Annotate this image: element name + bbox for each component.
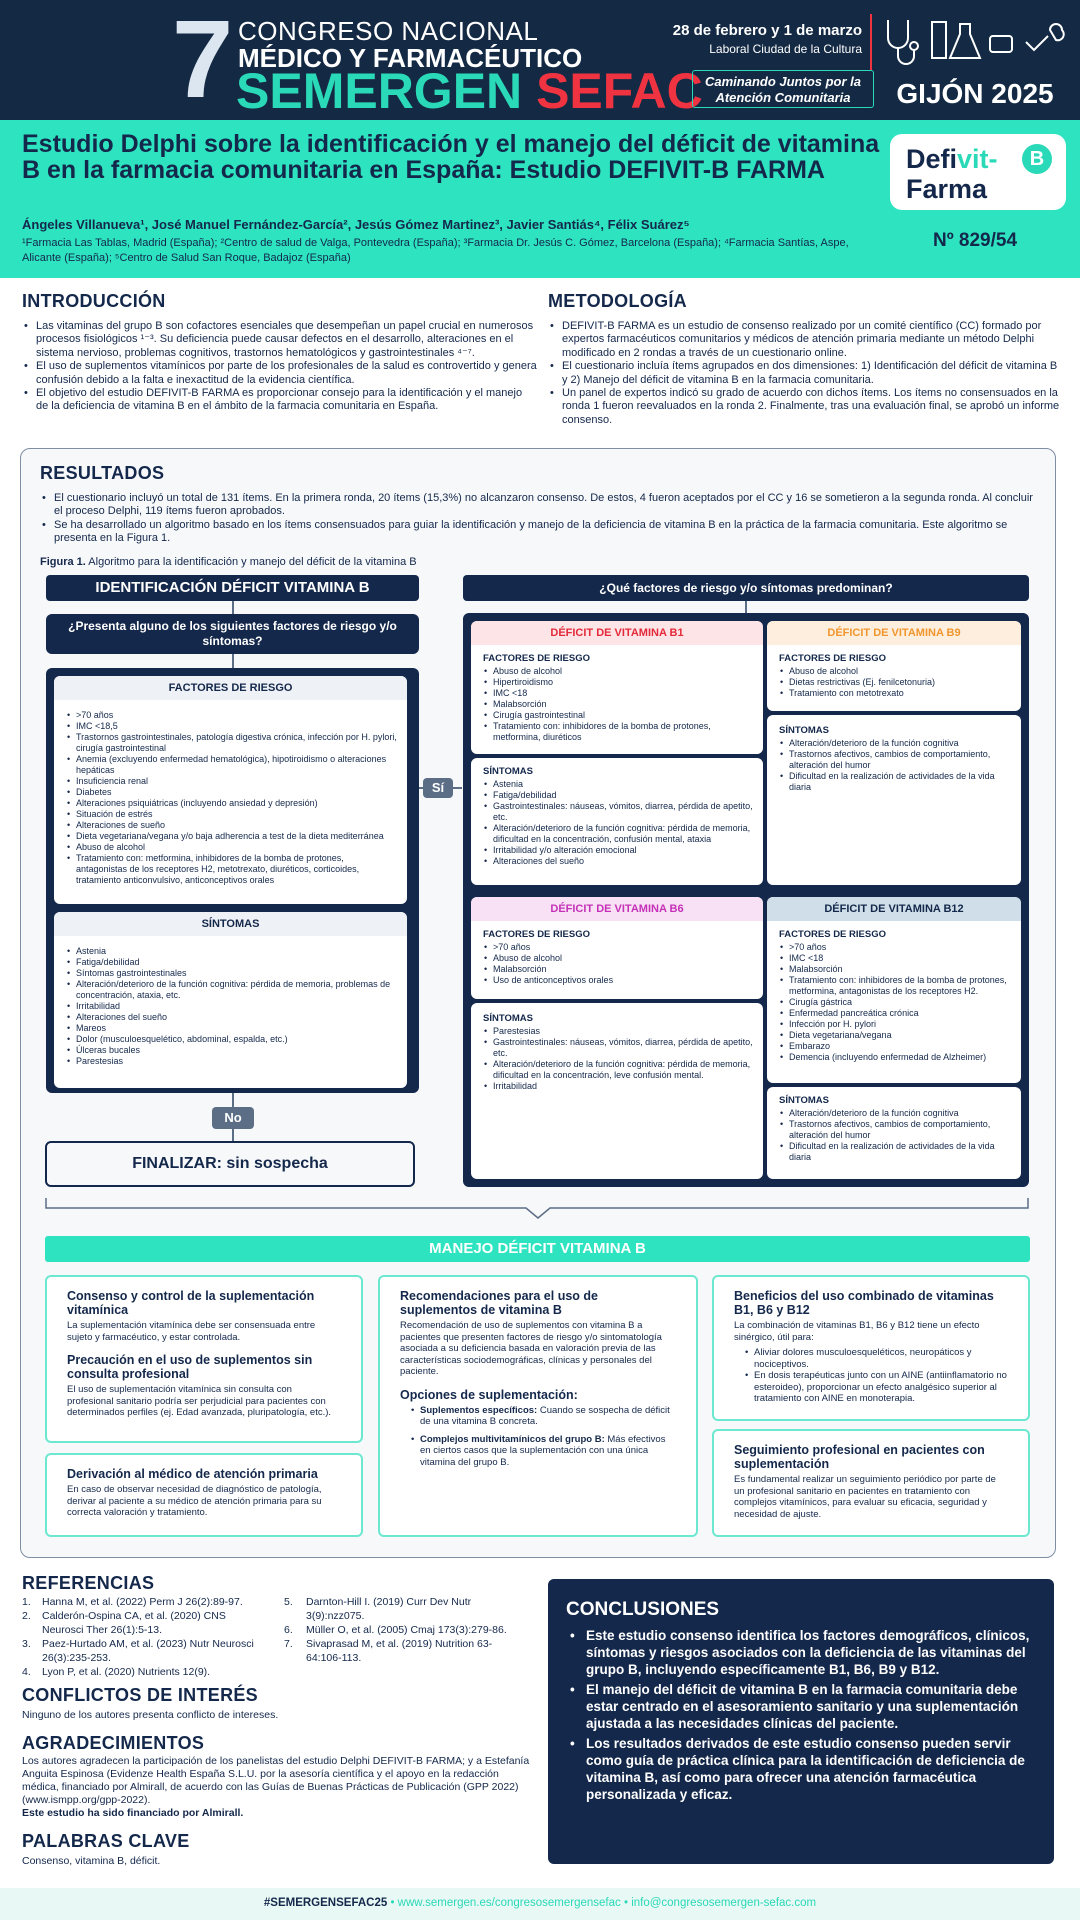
- figure-caption: Figura 1. Algoritmo para la identificación y manejo del déficit de la vitamina B: [40, 556, 417, 568]
- mgmt-card-benefits: [712, 1275, 1030, 1421]
- intro-bullet: • El uso de suplementos vitamínicos por parte de los profesionales de la salud es controvertido y genera confusión debido a la falta e inexactitud de la evidencia científica.: [22, 360, 537, 387]
- connector: [232, 1129, 234, 1141]
- benefit-item: • Aliviar dolores musculoesqueléticos, neuropáticos y nociceptivos.: [744, 1347, 1008, 1370]
- medical-icons: [880, 12, 1070, 72]
- brand-sefac: SEFAC: [536, 63, 703, 119]
- mgmt-c7-text: Es fundamental realizar un seguimiento periódico por parte de un profesional sanitario en pacientes en tratamiento con complejos vitamínicos, para evaluar su eficacia, seguridad y necesidad de ajuste.: [734, 1474, 996, 1520]
- banner-date: 28 de febrero y 1 de marzo: [672, 22, 862, 39]
- b12-risk-item: • Enfermedad pancreática crónica: [779, 1008, 1011, 1019]
- symptom-item: • Úlceras bucales: [66, 1045, 397, 1056]
- b12-symptom-item: • Dificultad en la realización de actividades de la vida diaria: [779, 1141, 1011, 1163]
- b6-risk-item: • Abuso de alcohol: [483, 953, 753, 964]
- risk-factor-item: • Insuficiencia renal: [66, 776, 397, 787]
- symptoms-list: [66, 946, 397, 1067]
- b12-risk-card: [767, 897, 1021, 1083]
- mgmt-c3-text: En caso de observar necesidad de diagnóstico de patología, derivar al paciente a su médico de atención primaria para su correcta valoración y tratamiento.: [67, 1484, 322, 1518]
- affiliations: ¹Farmacia Las Tablas, Madrid (España); ²Centro de salud de Valga, Pontevedra (España); ³Farmacia Dr. Jesús C. Gómez, Barcelona (España); ⁴Farmacia Santías, Aspe, Alicante (España); ⁵Centro de Salud San Roque, Badajoz (España): [22, 237, 849, 264]
- b1-symptom-item: • Fatiga/debilidad: [483, 790, 753, 801]
- b9-symptoms-list: [779, 738, 1011, 793]
- question-predominance: ¿Qué factores de riesgo y/o síntomas predominan?: [463, 575, 1029, 601]
- conclusion-item: • El manejo del déficit de vitamina B en la farmacia comunitaria debe estar centrado en el asesoramiento sanitario y una suplementación ajustada a las necesidades clínicas del paciente.: [566, 1681, 1044, 1732]
- stethoscope-icon: [888, 20, 908, 48]
- banner-line2: MÉDICO Y FARMACÉUTICO: [238, 43, 583, 73]
- brand-semergen: SEMERGEN: [236, 63, 523, 119]
- option-specific: • Suplementos específicos: Cuando se sospecha de déficit de una vitamina B concreta.: [410, 1405, 676, 1428]
- references-col1: [22, 1595, 262, 1679]
- b6-title: DÉFICIT DE VITAMINA B6: [471, 897, 763, 921]
- risk-factor-item: • Diabetes: [66, 787, 397, 798]
- mgmt-c1-title: Consenso y control de la suplementación vitamínica: [67, 1289, 315, 1317]
- b9-symptom-item: • Alteración/deterioro de la función cognitiva: [779, 738, 1011, 749]
- b6-risk-sub: FACTORES DE RIESGO: [483, 929, 590, 940]
- mgmt-card-consensus: [45, 1275, 363, 1443]
- b6-risk-item: • Uso de anticonceptivos orales: [483, 975, 753, 986]
- banner-tagline: Caminando Juntos por la Atención Comunitaria: [692, 70, 874, 108]
- mgmt-c7-title: Seguimiento profesional en pacientes con suplementación: [734, 1443, 985, 1471]
- footer-url[interactable]: www.semergen.es/congresosemergensefac: [397, 1897, 621, 1909]
- b12-risk-sub: FACTORES DE RIESGO: [779, 929, 886, 940]
- b1-symptom-item: • Irritabilidad y/o alteración emocional: [483, 845, 753, 856]
- risk-factor-item: • Abuso de alcohol: [66, 842, 397, 853]
- risk-factors-title: FACTORES DE RIESGO: [54, 676, 407, 700]
- risk-factor-item: • Anemia (excluyendo enfermedad hematológica), hipotiroidismo o alteraciones hepáticas: [66, 754, 397, 776]
- risk-factor-item: • Situación de estrés: [66, 809, 397, 820]
- b9-risk-sub: FACTORES DE RIESGO: [779, 653, 886, 664]
- mgmt-c4-title: Recomendaciones para el uso de suplementos de vitamina B: [400, 1289, 598, 1317]
- identification-header: IDENTIFICACIÓN DÉFICIT VITAMINA B: [46, 575, 419, 601]
- b12-risk-item: • Demencia (incluyendo enfermedad de Alzheimer): [779, 1052, 1011, 1063]
- risk-factor-item: • Alteraciones de sueño: [66, 820, 397, 831]
- results-bullet: • El cuestionario incluyó un total de 131 ítems. En la primera ronda, 20 ítems (15,3%) no alcanzaron consenso. De estos, 4 fueron aceptados por el CC y 16 se sometieron a la segunda ronda. Al concluir el proceso Delphi, 119 ítems fueron aprobados.: [40, 492, 1040, 519]
- symptom-item: • Dolor (musculoesquelético, abdominal, espalda, etc.): [66, 1034, 397, 1045]
- b6-symptoms-card: [471, 1003, 763, 1179]
- references-heading: REFERENCIAS: [22, 1573, 155, 1593]
- banner-line1: CONGRESO NACIONAL: [238, 16, 539, 46]
- mgmt-c1-text: La suplementación vitamínica debe ser consensuada entre sujeto y farmacéutico, y estar controlada.: [67, 1320, 316, 1343]
- b12-symptom-item: • Trastornos afectivos, cambios de comportamiento, alteración del humor: [779, 1119, 1011, 1141]
- conclusions-heading: CONCLUSIONES: [566, 1599, 720, 1620]
- defivit-logo: [890, 134, 1066, 210]
- b12-risk-item: • Dieta vegetariana/vegana: [779, 1030, 1011, 1041]
- intro-bullet: • Las vitaminas del grupo B son cofactores esenciales que desempeñan un papel crucial en numerosos procesos fisiológicos ¹⁻³. Su deficiencia puede causar defectos en el desarrollo, alteraciones en el sistema nervioso, problemas cognitivos, trastornos hematológicos y gastrointestinales ⁴⁻⁷.: [22, 320, 537, 360]
- b6-symptom-item: • Irritabilidad: [483, 1081, 753, 1092]
- results-list: [40, 492, 1040, 546]
- b1-risk-item: • Hipertiroidismo: [483, 677, 753, 688]
- b9-symptom-item: • Trastornos afectivos, cambios de comportamiento, alteración del humor: [779, 749, 1011, 771]
- b1-risk-card: [471, 621, 763, 754]
- method-heading: METODOLOGÍA: [548, 291, 687, 311]
- risk-factor-item: • Tratamiento con: metformina, inhibidores de la bomba de protones, antagonistas de los receptores H2, metotrexato, diuréticos, corticoides, tratamiento anticonvulsivo, anticonceptivos orales: [66, 853, 397, 886]
- pill-box-icon: [990, 36, 1012, 52]
- symptom-item: • Síntomas gastrointestinales: [66, 968, 397, 979]
- reference-item: 2. Calderón-Ospina CA, et al. (2020) CNS Neurosci Ther 26(1):5-13.: [22, 1610, 226, 1636]
- risk-factor-item: • >70 años: [66, 710, 397, 721]
- supplement-options: [410, 1405, 676, 1469]
- ack-heading: AGRADECIMIENTOS: [22, 1733, 205, 1753]
- b1-risk-item: • Malabsorción: [483, 699, 753, 710]
- risk-factors-card: [54, 676, 407, 904]
- symptom-item: • Parestesias: [66, 1056, 397, 1067]
- intro-heading: INTRODUCCIÓN: [22, 291, 166, 311]
- keywords-heading: PALABRAS CLAVE: [22, 1831, 190, 1851]
- b1-risk-sub: FACTORES DE RIESGO: [483, 653, 590, 664]
- b1-sym-sub: SÍNTOMAS: [483, 766, 533, 777]
- mgmt-card-referral: [45, 1453, 363, 1537]
- symptom-item: • Fatiga/debilidad: [66, 957, 397, 968]
- b9-risk-item: • Abuso de alcohol: [779, 666, 1011, 677]
- b1-risk-list: [483, 666, 753, 743]
- b6-risk-item: • >70 años: [483, 942, 753, 953]
- bottle-icon: [932, 22, 946, 58]
- poster-number: Nº 829/54: [932, 230, 1018, 251]
- footer-email[interactable]: info@congresosemergen-sefac.com: [631, 1897, 817, 1909]
- conflicts-heading: CONFLICTOS DE INTERÉS: [22, 1685, 258, 1705]
- edition-number: 7: [172, 0, 234, 120]
- conclusion-item: • Este estudio consenso identifica los factores demográficos, clínicos, síntomas y riesgos asociados con la deficiencia de las vitaminas del grupo B, incluyendo específicamente B1, B6, B9 y B12.: [566, 1627, 1044, 1678]
- b1-symptoms-list: [483, 779, 753, 867]
- b1-title: DÉFICIT DE VITAMINA B1: [471, 621, 763, 645]
- benefits-list: [744, 1347, 1008, 1405]
- mgmt-c2-title: Precaución en el uso de suplementos sin consulta profesional: [67, 1353, 313, 1381]
- reference-item: 1. Hanna M, et al. (2022) Perm J 26(2):89-97.: [22, 1596, 243, 1608]
- method-bullet: • Un panel de expertos indicó su grado de acuerdo con dichos ítems. Los ítems no consensuados en la ronda 1 fueron reevaluados en la ronda 2. Finalmente, tras una evaluación final, se aprobó un informe consenso.: [548, 387, 1060, 427]
- mgmt-c2-text: El uso de suplementación vitamínica sin consulta con profesional sanitario podría ser perjudicial para pacientes con determinados perfiles (ej. Edad avanzada, pluripatología, etc.).: [67, 1384, 332, 1418]
- b12-symptoms-card: [767, 1087, 1021, 1179]
- b1-risk-item: • Cirugía gastrointestinal: [483, 710, 753, 721]
- mgmt-c4-text: Recomendación de uso de suplementos con vitamina B a pacientes que presenten factores de riesgo y/o sintomatología asociada a su deficiencia basada en valoración previa de las características sociodemográficas, clínicas y personales del paciente.: [400, 1320, 662, 1377]
- b9-risk-item: • Dietas restrictivas (Ej. fenilcetonuria): [779, 677, 1011, 688]
- b12-risk-list: [779, 942, 1011, 1063]
- connector: [232, 601, 234, 614]
- b1-symptoms-card: [471, 758, 763, 885]
- intro-list: [22, 320, 537, 414]
- symptoms-title: SÍNTOMAS: [54, 912, 407, 936]
- b6-risk-card: [471, 897, 763, 999]
- benefit-item: • En dosis terapéuticas junto con un AINE (antiinflamatorio no esteroideo), proporcionar un efecto analgésico superior al tratamiento con AINE en monoterapia.: [744, 1370, 1008, 1405]
- option-complex: • Complejos multivitamínicos del grupo B: Más efectivos en ciertos casos que la suplementación con una única vitamina del grupo B.: [410, 1434, 676, 1469]
- question-risk-symptoms: ¿Presenta alguno de los siguientes factores de riesgo y/o síntomas?: [46, 614, 419, 654]
- keywords-text: Consenso, vitamina B, déficit.: [22, 1855, 161, 1867]
- references-col2: [284, 1595, 524, 1665]
- banner-divider: [870, 14, 872, 70]
- intro-bullet: • El objetivo del estudio DEFIVIT-B FARMA es proporcionar consejo para la identificación y el manejo de la deficiencia de vitamina B en el ámbito de la farmacia comunitaria en España.: [22, 387, 537, 414]
- management-header: MANEJO DÉFICIT VITAMINA B: [45, 1236, 1030, 1262]
- connector: [232, 1093, 234, 1107]
- b12-risk-item: • Tratamiento con: inhibidores de la bomba de protones, metformina, antagonistas de los receptores H2.: [779, 975, 1011, 997]
- b12-risk-item: • IMC <18: [779, 953, 1011, 964]
- b12-risk-item: • Cirugía gástrica: [779, 997, 1011, 1008]
- b1-symptom-item: • Alteraciones del sueño: [483, 856, 753, 867]
- no-tag: No: [212, 1107, 254, 1129]
- heart-icon: [1050, 24, 1064, 40]
- ack-funding: Este estudio ha sido financiado por Almirall.: [22, 1807, 244, 1819]
- symptoms-card: [54, 912, 407, 1088]
- conclusions-panel: [548, 1579, 1054, 1864]
- risk-factor-item: • Trastornos gastrointestinales, patología digestiva crónica, infección por H. pylori, cirugía gastrointestinal: [66, 732, 397, 754]
- b6-symptom-item: • Gastrointestinales: náuseas, vómitos, diarrea, pérdida de apetito, etc.: [483, 1037, 753, 1059]
- b1-risk-item: • IMC <18: [483, 688, 753, 699]
- mgmt-c5-title: Opciones de suplementación:: [400, 1387, 578, 1402]
- authors: Ángeles Villanueva¹, José Manuel Fernández-García², Jesús Gómez Martinez³, Javier Santiás⁴, Félix Suárez⁵: [22, 217, 690, 232]
- conclusions-list: [566, 1627, 1044, 1806]
- reference-item: 3. Paez-Hurtado AM, et al. (2023) Nutr Neurosci 26(3):235-253.: [22, 1638, 254, 1664]
- reference-item: 6. Müller O, et al. (2005) Cmaj 173(3):279-86.: [284, 1624, 507, 1636]
- footer-hashtag: #SEMERGENSEFAC25: [263, 1897, 388, 1909]
- b12-sym-sub: SÍNTOMAS: [779, 1095, 829, 1106]
- b6-symptom-item: • Parestesias: [483, 1026, 753, 1037]
- symptom-item: • Alteración/deterioro de la función cognitiva: pérdida de memoria, problemas de concentración, ataxia, etc.: [66, 979, 397, 1001]
- b6-symptoms-list: [483, 1026, 753, 1092]
- banner-brands: [236, 64, 703, 118]
- risk-factors-list: [66, 710, 397, 886]
- b9-title: DÉFICIT DE VITAMINA B9: [767, 621, 1021, 645]
- b1-symptom-item: • Astenia: [483, 779, 753, 790]
- b1-symptom-item: • Gastrointestinales: náuseas, vómitos, diarrea, pérdida de apetito, etc.: [483, 801, 753, 823]
- method-bullet: • DEFIVIT-B FARMA es un estudio de consenso realizado por un comité científico (CC) formado por expertos farmacéuticos comunitarios y médicos de atención primaria mediante un método Delphi modificado en 2 rondas a través de un cuestionario online.: [548, 320, 1060, 360]
- poster-title: Estudio Delphi sobre la identificación y el manejo del déficit de vitamina B en la farmacia comunitaria en España: Estudio DEFIVIT-B FARMA: [22, 130, 880, 184]
- b6-sym-sub: SÍNTOMAS: [483, 1013, 533, 1024]
- symptom-item: • Irritabilidad: [66, 1001, 397, 1012]
- results-heading: RESULTADOS: [40, 463, 165, 483]
- b12-risk-item: • Infección por H. pylori: [779, 1019, 1011, 1030]
- symptom-item: • Mareos: [66, 1023, 397, 1034]
- b9-symptom-item: • Dificultad en la realización de actividades de la vida diaria: [779, 771, 1011, 793]
- connector: [745, 601, 747, 613]
- ack-text: Los autores agradecen la participación de los panelistas del estudio Delphi DEFIVIT-B FARMA; y a Estefanía Anguita Espinosa (Evidenze Health España S.L.U. por la asesoría científica y el apoyo en la redacción médica, financiado por Almirall, de acuerdo con las Guías de Buenas Prácticas de Publicación (GPP 2022) (www.ismpp.org/gpp-2022).: [22, 1755, 530, 1806]
- results-bullet: • Se ha desarrollado un algoritmo basado en los ítems consensuados para guiar la identificación y manejo de la deficiencia de vitamina B en la práctica de la farmacia comunitaria. Este algoritmo se presenta en la Figura 1.: [40, 519, 1040, 546]
- brace-connector: [45, 1196, 1030, 1226]
- footer: #SEMERGENSEFAC25 • www.semergen.es/congresosemergensefac • info@congresosemergen-sefac.com: [0, 1888, 1080, 1920]
- conflicts-text: Ninguno de los autores presenta conflicto de intereses.: [22, 1709, 279, 1721]
- mgmt-card-recommendations: [378, 1275, 698, 1537]
- mgmt-c3-title: Derivación al médico de atención primaria: [67, 1467, 318, 1481]
- banner-city: GIJÓN 2025: [896, 78, 1054, 109]
- mgmt-card-followup: [712, 1429, 1030, 1537]
- reference-item: 7. Sivaprasad M, et al. (2019) Nutrition 63-64:106-113.: [284, 1638, 493, 1664]
- b9-sym-sub: SÍNTOMAS: [779, 725, 829, 736]
- risk-factor-item: • Alteraciones psiquiátricas (incluyendo ansiedad y depresión): [66, 798, 397, 809]
- b9-symptoms-card: [767, 715, 1021, 885]
- b1-risk-item: • Abuso de alcohol: [483, 666, 753, 677]
- mgmt-c6-title: Beneficios del uso combinado de vitaminas B1, B6 y B12: [734, 1289, 994, 1317]
- b9-risk-list: [779, 666, 1011, 699]
- b12-risk-item: • Embarazo: [779, 1041, 1011, 1052]
- yes-tag: Sí: [423, 778, 453, 798]
- flask-icon: [950, 24, 980, 58]
- b6-risk-item: • Malabsorción: [483, 964, 753, 975]
- b9-risk-card: [767, 621, 1021, 711]
- connector: [232, 654, 234, 668]
- b1-symptom-item: • Alteración/deterioro de la función cognitiva: pérdida de memoria, dificultad en la concentración, confusión mental, ataxia: [483, 823, 753, 845]
- congress-banner: [0, 0, 1080, 120]
- conclusion-item: • Los resultados derivados de este estudio consenso pueden servir como guía de práctica clínica para la identificación de deficiencia de vitamina B, así como para ofrecer una atención farmacéutica personalizada y eficaz.: [566, 1735, 1044, 1803]
- b6-risk-list: [483, 942, 753, 986]
- risk-factor-item: • IMC <18,5: [66, 721, 397, 732]
- finalize-box: FINALIZAR: sin sospecha: [45, 1141, 415, 1187]
- b6-symptom-item: • Alteración/deterioro de la función cognitiva: pérdida de memoria, dificultad en la concentración, leve confusión mental.: [483, 1059, 753, 1081]
- logo-line1: Defivit-: [906, 144, 998, 174]
- b12-risk-item: • Malabsorción: [779, 964, 1011, 975]
- method-bullet: • El cuestionario incluía ítems agrupados en dos dimensiones: 1) Identificación del déficit de vitamina B y 2) Manejo del déficit de vitamina B en la farmacia comunitaria.: [548, 360, 1060, 387]
- symptom-item: • Astenia: [66, 946, 397, 957]
- logo-line2: Farma: [906, 174, 988, 204]
- logo-b-circle: B: [1022, 144, 1052, 174]
- b12-title: DÉFICIT DE VITAMINA B12: [767, 897, 1021, 921]
- b1-risk-item: • Tratamiento con: inhibidores de la bomba de protones, metformina, diuréticos: [483, 721, 753, 743]
- b9-risk-item: • Tratamiento con metotrexato: [779, 688, 1011, 699]
- b12-risk-item: • >70 años: [779, 942, 1011, 953]
- banner-venue: Laboral Ciudad de la Cultura: [709, 42, 862, 56]
- mgmt-c6-text: La combinación de vitaminas B1, B6 y B12 tiene un efecto sinérgico, útil para:: [734, 1320, 980, 1343]
- method-list: [548, 320, 1060, 427]
- b12-symptoms-list: [779, 1108, 1011, 1163]
- reference-item: 4. Lyon P, et al. (2020) Nutrients 12(9).: [22, 1666, 211, 1678]
- reference-item: 5. Darnton-Hill I. (2019) Curr Dev Nutr 3(9):nzz075.: [284, 1596, 472, 1622]
- symptom-item: • Alteraciones del sueño: [66, 1012, 397, 1023]
- risk-factor-item: • Dieta vegetariana/vegana y/o baja adherencia a test de la dieta mediterránea: [66, 831, 397, 842]
- b12-symptom-item: • Alteración/deterioro de la función cognitiva: [779, 1108, 1011, 1119]
